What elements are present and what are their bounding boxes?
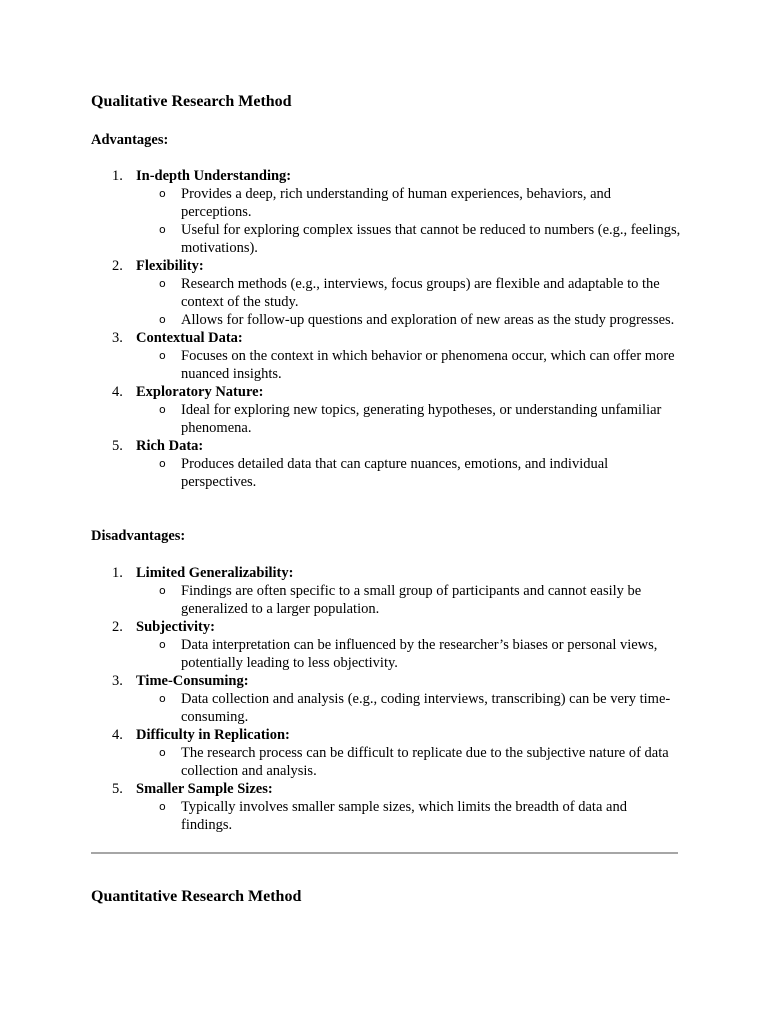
bullet-item (0, 798, 768, 834)
list-number: 2. (112, 619, 123, 635)
list-item-heading (0, 383, 768, 401)
bullet-marker: o (159, 313, 166, 326)
list-item-title: Rich Data: (136, 438, 204, 454)
bullet-item (0, 401, 768, 437)
bullet-item (0, 221, 768, 257)
list-item-heading (0, 618, 768, 636)
list-item-heading (0, 672, 768, 690)
list-item-title: Flexibility: (136, 258, 204, 274)
quantitative-heading: Quantitative Research Method (91, 888, 302, 905)
advantages-label: Advantages: (91, 132, 169, 148)
bullet-item (0, 636, 768, 672)
bullet-text: Provides a deep, rich understanding of human experiences, behaviors, and perceptions. (181, 186, 612, 220)
list-number: 2. (112, 258, 123, 274)
list-item-title: Difficulty in Replication: (136, 727, 290, 743)
list-number: 4. (112, 727, 123, 743)
list-item-title: Time-Consuming: (136, 673, 249, 689)
bullet-item (0, 185, 768, 221)
list-number: 5. (112, 781, 123, 797)
bullet-item (0, 311, 768, 329)
list-item-heading (0, 564, 768, 582)
bullet-marker: o (159, 187, 166, 200)
list-number: 3. (112, 330, 123, 346)
bullet-text: Findings are often specific to a small group of participants and cannot easily be generalized to a larger population. (181, 583, 642, 617)
list-number: 4. (112, 384, 123, 400)
bullet-marker: o (159, 584, 166, 597)
bullet-marker: o (159, 403, 166, 416)
list-item (0, 780, 768, 834)
list-item (0, 383, 768, 437)
bullet-text: Ideal for exploring new topics, generating hypotheses, or understanding unfamiliar phenomena. (181, 402, 662, 436)
bullet-item (0, 347, 768, 383)
list-item (0, 564, 768, 618)
list-item-heading (0, 257, 768, 275)
list-item-heading (0, 167, 768, 185)
list-item-title: Contextual Data: (136, 330, 243, 346)
bullet-marker: o (159, 457, 166, 470)
disadvantages-list (0, 564, 768, 834)
bullet-marker: o (159, 746, 166, 759)
qualitative-heading: Qualitative Research Method (91, 93, 292, 110)
list-item (0, 726, 768, 780)
bullet-marker: o (159, 349, 166, 362)
list-item (0, 257, 768, 329)
bullet-marker: o (159, 638, 166, 651)
bullet-marker: o (159, 277, 166, 290)
list-number: 5. (112, 438, 123, 454)
list-item-heading (0, 329, 768, 347)
list-item (0, 618, 768, 672)
list-item (0, 329, 768, 383)
list-item-heading (0, 726, 768, 744)
bullet-text: Focuses on the context in which behavior or phenomena occur, which can offer more nuanced insights. (181, 348, 675, 382)
bullet-text: Useful for exploring complex issues that cannot be reduced to numbers (e.g., feelings, motivations). (181, 222, 681, 256)
list-item-heading (0, 437, 768, 455)
bullet-text: Data interpretation can be influenced by the researcher’s biases or personal views, potentially leading to less objectivity. (181, 637, 658, 671)
bullet-text: Allows for follow-up questions and exploration of new areas as the study progresses. (181, 312, 675, 328)
list-item (0, 672, 768, 726)
list-number: 1. (112, 565, 123, 581)
list-number: 3. (112, 673, 123, 689)
advantages-list (0, 167, 768, 491)
list-item-title: Subjectivity: (136, 619, 215, 635)
horizontal-divider (91, 852, 678, 854)
bullet-marker: o (159, 800, 166, 813)
bullet-marker: o (159, 223, 166, 236)
bullet-item (0, 275, 768, 311)
list-item (0, 167, 768, 257)
bullet-item (0, 455, 768, 491)
bullet-item (0, 582, 768, 618)
bullet-text: Typically involves smaller sample sizes, which limits the breadth of data and findings. (181, 799, 627, 833)
list-item-title: Exploratory Nature: (136, 384, 264, 400)
disadvantages-label: Disadvantages: (91, 528, 186, 544)
list-item (0, 437, 768, 491)
bullet-marker: o (159, 692, 166, 705)
bullet-text: Produces detailed data that can capture nuances, emotions, and individual perspectives. (181, 456, 609, 490)
bullet-text: Research methods (e.g., interviews, focus groups) are flexible and adaptable to the context of the study. (181, 276, 660, 310)
list-item-title: In-depth Understanding: (136, 168, 292, 184)
list-item-title: Limited Generalizability: (136, 565, 294, 581)
list-item-heading (0, 780, 768, 798)
bullet-text: Data collection and analysis (e.g., coding interviews, transcribing) can be very time-consuming. (181, 691, 671, 725)
bullet-item (0, 744, 768, 780)
bullet-text: The research process can be difficult to replicate due to the subjective nature of data collection and analysis. (181, 745, 669, 779)
list-item-title: Smaller Sample Sizes: (136, 781, 273, 797)
bullet-item (0, 690, 768, 726)
list-number: 1. (112, 168, 123, 184)
